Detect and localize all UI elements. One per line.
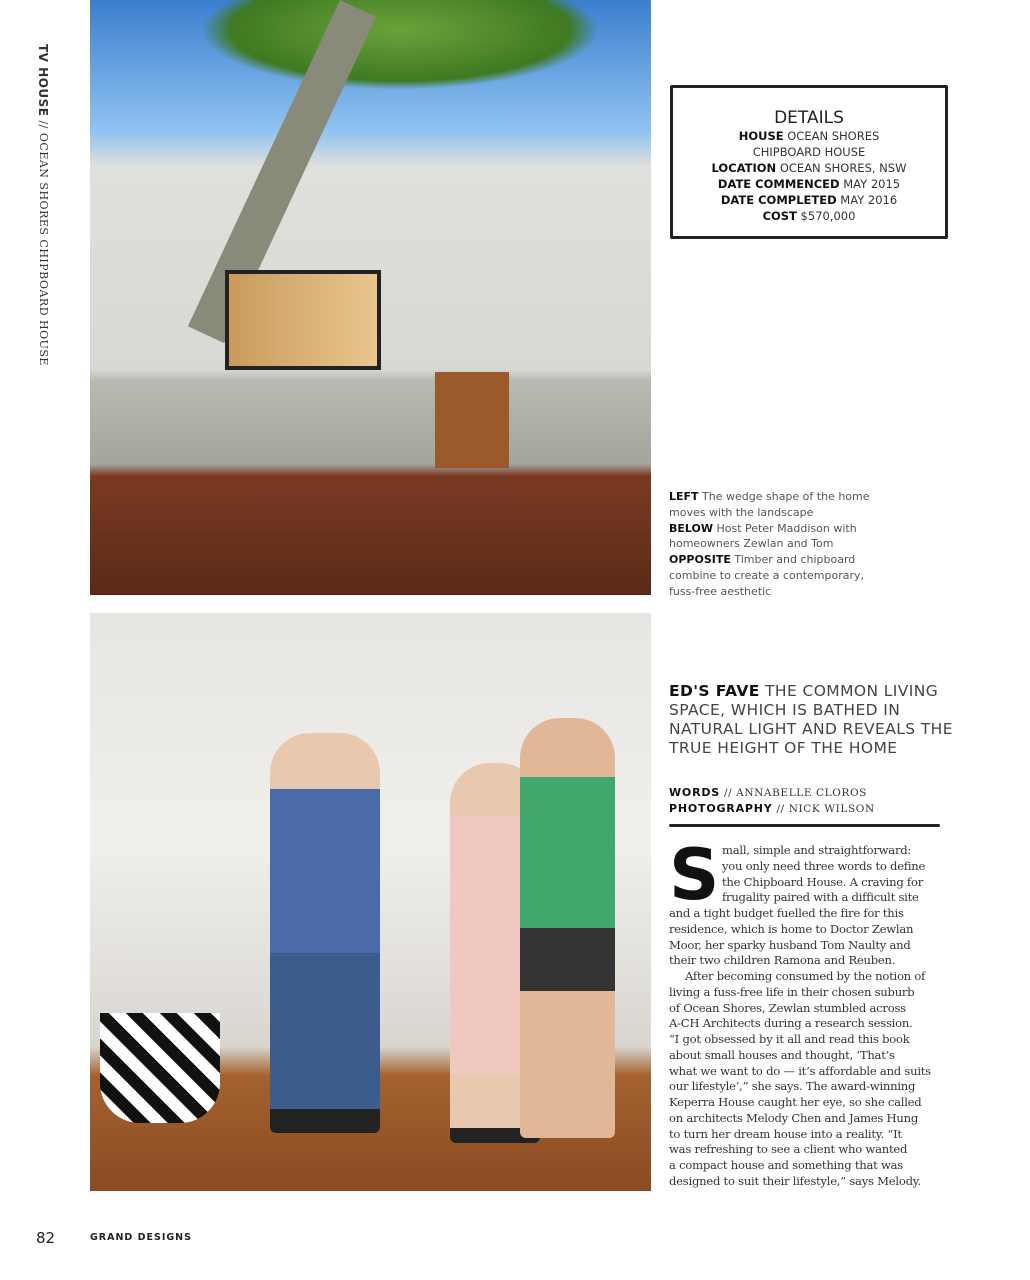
eds-fave-pullquote: ED'S FAVE THE COMMON LIVING SPACE, WHICH IS BATHED IN NATURAL LIGHT AND REVEALS THE TRUE HEIGHT OF THE HOME [669,682,953,757]
text-line: Moor, her sparky husband Tom Naulty and [669,937,911,952]
credit-photography: PHOTOGRAPHY // NICK WILSON [669,802,875,815]
tree-foliage [200,0,600,90]
text-line: Keperra House caught her eye, so she called [669,1095,922,1109]
plant-pot [100,1013,220,1123]
homeowners-photo [90,613,651,1191]
text-line: living a fuss-free life in their chosen suburb [669,984,915,999]
house-exterior-photo [90,0,651,595]
text-line: what we want to do — it’s affordable and suits [669,1063,931,1078]
text-line: a compact house and something that was [669,1158,903,1172]
timber-door [435,372,509,468]
text-line: their two children Ramona and Reuben. [669,953,896,968]
text-line: frugality paired with a difficult site [722,890,919,905]
article-body [669,834,944,1190]
details-row: HOUSE OCEAN SHORES [738,129,880,143]
page-number: 82 [36,1229,56,1247]
text-line: our lifestyle’,” she says. The award-winning [669,1079,916,1094]
text-line: residence, which is home to Doctor Zewlan [669,921,914,936]
details-row: CHIPBOARD HOUSE [752,145,866,159]
person-tom [520,718,615,1138]
magazine-name: GRAND DESIGNS [90,1232,192,1243]
text-line: mall, simple and straightforward: [722,843,912,857]
drop-cap: S [669,834,720,916]
caption-opposite: OPPOSITE Timber and chipboard combine to create a contemporary, fuss-free aesthetic [669,553,865,598]
text-line: and a tight budget fuelled the fire for this [669,906,904,920]
person-host [270,733,380,1133]
credit-words: WORDS // ANNABELLE CLOROS [669,786,867,799]
details-box [670,85,948,239]
text-line: was refreshing to see a client who wanted [669,1142,908,1157]
text-line: A-CH Architects during a research session. [669,1016,913,1031]
credits [669,785,875,817]
paragraph-2 [669,969,944,1190]
caption-left: LEFT The wedge shape of the home moves with the landscape [669,490,870,519]
section-sidebar [36,44,50,366]
text-line: designed to suit their lifestyle,” says Melody. [669,1173,921,1188]
details-row: LOCATION OCEAN SHORES, NSW [711,161,907,175]
caption-below: BELOW Host Peter Maddison with homeowners Zewlan and Tom [669,521,857,551]
details-heading: DETAILS [774,108,844,128]
text-line: of Ocean Shores, Zewlan stumbled across [669,1000,906,1015]
text-line: about small houses and thought, ‘That’s [669,1047,895,1062]
details-row: COST $570,000 [762,209,856,223]
text-line: After becoming consumed by the notion of [685,969,926,983]
text-line: the Chipboard House. A craving for [722,874,923,889]
details-row: DATE COMPLETED MAY 2016 [720,193,898,207]
details-row: DATE COMMENCED MAY 2015 [717,177,901,191]
separator: // [37,116,50,133]
article-title: OCEAN SHORES CHIPBOARD HOUSE [37,132,50,366]
text-line: on architects Melody Chen and James Hung [669,1110,918,1125]
text-line: to turn her dream house into a reality. “It [669,1126,902,1141]
photo-captions [669,489,899,600]
text-line: you only need three words to define [722,858,926,873]
text-line: “I got obsessed by it all and read this book [669,1032,910,1046]
window [225,270,381,370]
section-label: TV HOUSE [36,44,50,117]
divider [669,824,940,827]
